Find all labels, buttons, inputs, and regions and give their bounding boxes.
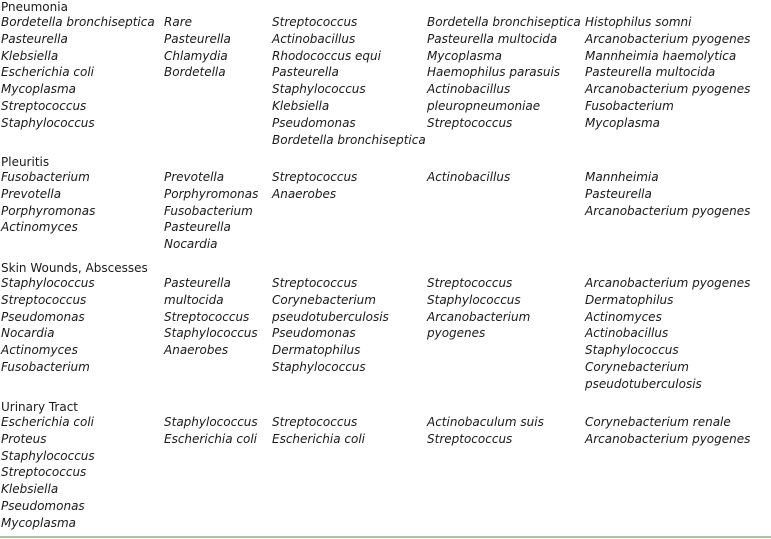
section-title: Urinary Tract	[1, 400, 79, 414]
organism-entry: Pasteurella	[585, 186, 652, 201]
organism-entry: Streptococcus	[272, 276, 358, 290]
organism-entry: Staphylococcus	[585, 343, 679, 358]
organism-entry: Prevotella	[1, 186, 62, 201]
column-4	[427, 169, 510, 186]
organism-entry: Staphylococcus	[164, 415, 258, 429]
organism-entry: Streptococcus	[272, 15, 358, 29]
organism-entry: Klebsiella	[1, 482, 59, 497]
organism-entry: Pasteurella multocida	[427, 31, 558, 46]
organism-entry: Haemophilus parasuis	[427, 65, 561, 80]
organism-entry: Streptococcus	[1, 292, 87, 307]
organism-entry: Bordetella bronchiseptica	[1, 15, 155, 29]
organism-entry: Bordetella bronchiseptica	[427, 15, 581, 29]
organism-entry: Pasteurella	[164, 31, 231, 46]
organism-entry: Fusobacterium	[1, 170, 90, 184]
organism-entry: Anaerobes	[164, 343, 229, 358]
organism-entry: pyogenes	[427, 326, 486, 341]
organism-entry: Fusobacterium	[164, 203, 253, 218]
organism-entry: Arcanobacterium pyogenes	[585, 31, 751, 46]
organism-entry: Pasteurella multocida	[585, 65, 716, 80]
organism-entry: Pseudomonas	[1, 309, 85, 324]
organism-entry: Mycoplasma	[585, 115, 660, 130]
organism-entry: Corynebacterium	[585, 359, 689, 374]
organism-entry: Staphylococcus	[1, 276, 95, 290]
organism-entry: Chlamydia	[164, 48, 228, 63]
organism-entry: Streptococcus	[427, 115, 513, 130]
organism-entry: Staphylococcus	[164, 326, 258, 341]
column-2	[164, 414, 258, 448]
organism-entry: Streptococcus	[272, 415, 358, 429]
organism-entry: pseudotuberculosis	[585, 376, 702, 391]
column-2	[164, 169, 258, 253]
column-5	[585, 275, 750, 393]
section-title: Pneumonia	[1, 0, 68, 14]
organism-entry: Porphyromonas	[164, 186, 259, 201]
organism-entry: Rhodococcus equi	[272, 48, 381, 63]
organism-entry: Porphyromonas	[1, 203, 96, 218]
column-3	[272, 414, 365, 448]
organism-entry: Fusobacterium	[1, 359, 90, 374]
column-4	[427, 14, 581, 132]
organism-entry: Nocardia	[164, 237, 218, 252]
organism-entry: Staphylococcus	[1, 448, 95, 463]
organism-entry: Actinobacillus	[272, 31, 356, 46]
organism-entry: Rare	[164, 15, 193, 29]
organism-entry: Corynebacterium	[272, 292, 376, 307]
organism-entry: Pasteurella	[164, 276, 231, 290]
organism-entry: Staphylococcus	[272, 82, 366, 97]
column-5	[585, 14, 750, 132]
organism-entry: Nocardia	[1, 326, 55, 341]
organism-entry: Streptococcus	[272, 170, 358, 184]
column-5	[585, 414, 750, 448]
organism-entry: Dermatophilus	[585, 292, 674, 307]
organism-entry: Staphylococcus	[1, 115, 95, 130]
organism-entry: Arcanobacterium pyogenes	[585, 82, 751, 97]
organism-entry: Actinobacillus	[427, 82, 511, 97]
organism-entry: Bordetella	[164, 65, 226, 80]
organism-entry: Streptococcus	[1, 98, 87, 113]
organism-entry: Mannheimia haemolytica	[585, 48, 737, 63]
column-1	[1, 169, 95, 236]
column-2	[164, 14, 231, 81]
organism-entry: Actinomyces	[1, 220, 78, 235]
organism-entry: multocida	[164, 292, 224, 307]
organism-entry: Histophilus somni	[585, 15, 692, 29]
organism-entry: pseudotuberculosis	[272, 309, 389, 324]
organism-entry: Pasteurella	[272, 65, 339, 80]
organism-entry: Staphylococcus	[272, 359, 366, 374]
organism-entry: Prevotella	[164, 170, 225, 184]
organism-entry: Pseudomonas	[272, 326, 356, 341]
bottom-divider	[0, 536, 771, 538]
section-title: Pleuritis	[1, 155, 50, 169]
organism-entry: Arcanobacterium pyogenes	[585, 203, 751, 218]
organism-entry: Streptococcus	[1, 465, 87, 480]
organism-entry: Mycoplasma	[1, 515, 76, 530]
column-1	[1, 14, 155, 132]
column-3	[272, 275, 389, 376]
organism-entry: Klebsiella	[1, 48, 59, 63]
organism-entry: Actinomyces	[585, 309, 662, 324]
organism-entry: Arcanobacterium	[427, 309, 531, 324]
column-3	[272, 14, 426, 148]
organism-entry: Actinomyces	[1, 343, 78, 358]
organism-entry: Escherichia coli	[272, 431, 365, 446]
organism-entry: Arcanobacterium pyogenes	[585, 431, 751, 446]
organism-entry: Pasteurella	[1, 31, 68, 46]
organism-entry: Actinobacillus	[427, 170, 511, 184]
organism-entry: Bordetella bronchiseptica	[272, 132, 426, 147]
organism-entry: Dermatophilus	[272, 343, 361, 358]
organism-entry: Escherichia coli	[1, 65, 94, 80]
organism-entry: Mycoplasma	[1, 82, 76, 97]
organism-entry: Proteus	[1, 431, 47, 446]
organism-entry: Klebsiella	[272, 98, 330, 113]
organism-entry: Actinobacillus	[585, 326, 669, 341]
section-title: Skin Wounds, Abscesses	[1, 261, 148, 275]
organism-entry: Corynebacterium renale	[585, 415, 731, 429]
organism-entry: pleuropneumoniae	[427, 98, 541, 113]
column-2	[164, 275, 258, 359]
column-4	[427, 275, 530, 342]
organism-entry: Arcanobacterium pyogenes	[585, 276, 751, 290]
organism-entry: Streptococcus	[427, 431, 513, 446]
organism-entry: Escherichia coli	[1, 415, 94, 429]
organism-entry: Actinobaculum suis	[427, 415, 544, 429]
column-5	[585, 169, 750, 219]
organism-entry: Staphylococcus	[427, 292, 521, 307]
column-1	[1, 414, 95, 532]
column-3	[272, 169, 357, 203]
organism-entry: Pseudomonas	[272, 115, 356, 130]
organism-entry: Anaerobes	[272, 186, 337, 201]
organism-entry: Streptococcus	[164, 309, 250, 324]
organism-entry: Mannheimia	[585, 170, 659, 184]
organism-entry: Mycoplasma	[427, 48, 502, 63]
organism-entry: Escherichia coli	[164, 431, 257, 446]
organism-entry: Streptococcus	[427, 276, 513, 290]
organism-entry: Pseudomonas	[1, 498, 85, 513]
column-4	[427, 414, 544, 448]
column-1	[1, 275, 95, 376]
organism-entry: Pasteurella	[164, 220, 231, 235]
organism-entry: Fusobacterium	[585, 98, 674, 113]
